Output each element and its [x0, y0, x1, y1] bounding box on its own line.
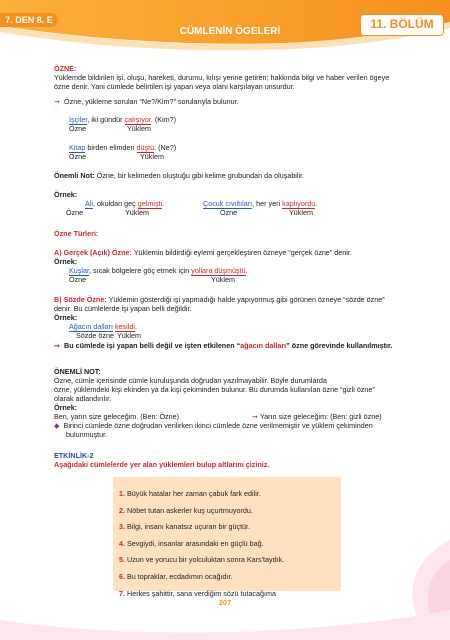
important-note-line [54, 171, 304, 180]
activity-item [119, 555, 284, 564]
note-example-a [85, 199, 164, 208]
important-note-text: Özne, bir kelimeden oluştuğu gibi kelime grubundan da oluşabilir. [94, 171, 305, 180]
type-a-label: A) Gerçek (Açık) Özne: [54, 248, 132, 257]
important-ornek: Örnek: [54, 403, 78, 412]
type-b-label: B) Sözde Özne: [54, 295, 107, 304]
important-example-left: Ben, yarın size geleceğim. (Ben: Özne) [54, 412, 180, 421]
important-bullet-line-1: Birinci cümlede özne doğrudan verilirken ikinci cümlede özne verilmemiştir ve yüklem çekiminden [63, 421, 373, 430]
type-a-line [54, 248, 352, 257]
type-b-example-verb: kesildi [114, 322, 135, 331]
type-b-arrow-highlight: ağacın dalları [240, 341, 287, 350]
type-a-text: Yüklemin bildirdiği eylemi gerçekleştiren özneye “gerçek özne” denir. [131, 248, 352, 257]
activity-item-text: Herkes şahittir, sana verdiğim sözü tutacağıma [127, 589, 277, 598]
type-a-label-verb: Yüklem [211, 275, 235, 284]
example-1-subject: İşçiler [69, 115, 88, 124]
activity-item-number: 3. [119, 522, 125, 531]
example-2-subject: Kitap [69, 143, 86, 152]
important-example-right-text: Yarın size geleceğim: (Ben: gizli özne) [259, 412, 382, 421]
arrow-icon: ➞ [54, 97, 61, 106]
activity-item [119, 506, 253, 515]
example-2-label-verb: Yüklem [140, 152, 164, 161]
activity-title: ETKİNLİK-2 [54, 451, 94, 460]
note-ornek-label: Örnek: [54, 190, 78, 199]
note-example-b-end: . [315, 199, 318, 208]
important-heading: ÖNEMLİ NOT: [54, 367, 101, 376]
type-a-example-subject: Kuşlar [69, 266, 89, 275]
diamond-icon: ◆ [54, 421, 60, 430]
type-a-example-mid: , sıcak bölgelere göç etmek için [88, 266, 192, 275]
activity-instruction: Aşağıdaki cümlelerde yer alan yüklemleri bulup altlarını çiziniz. [54, 460, 270, 469]
type-a-example-end: . [245, 266, 248, 275]
example-2-mid: birden elimden [85, 143, 137, 152]
activity-item [119, 489, 261, 498]
example-1-mid: , iki gündür [87, 115, 125, 124]
activity-item-text: Uzun ve yorucu bir yolculuktan sonra Kars'taydık. [127, 555, 285, 564]
example-1-label-verb: Yüklem [127, 124, 151, 133]
important-line-1: Özne, cümle içerisinde cümle kuruluşunda doğrudan yazılmayabilir. Böyle durumlarda [54, 376, 327, 385]
activity-item [119, 589, 276, 598]
type-b-example [69, 322, 137, 331]
note-example-a-subject: Ali [85, 199, 93, 208]
note-example-b [203, 199, 317, 208]
grade-badge-text: 7. DEN 8. E [5, 15, 53, 25]
ozne-question-rule-text: Özne, yükleme sorulan “Ne?/Kim?” sorularıyla bulunur. [64, 97, 239, 106]
example-1-verb: çalışıyor [124, 115, 151, 124]
note-b-label-subject: Özne [220, 208, 238, 217]
activity-item-text: Büyük hatalar her zaman çabuk fark edilir. [127, 489, 261, 498]
type-b-line-2: denir. Bu cümlelerde işi yapan belli değildir. [54, 304, 192, 313]
chapter-badge-text: 11. BÖLÜM [370, 17, 434, 31]
activity-item-text: Sevgiydi, insanlar arasındaki en güçlü bağ. [127, 539, 264, 548]
activity-item-number: 4. [119, 539, 125, 548]
activity-item-number: 1. [119, 489, 125, 498]
example-2-question: . (Ne?) [154, 143, 177, 152]
note-example-b-subject: Çocuk cıvıltıları [203, 199, 253, 208]
activity-item-number: 5. [119, 555, 125, 564]
page-title: CÜMLENİN ÖGELERİ [179, 26, 281, 37]
activity-item-text: Bu topraklar, ecdadımın ocağıdır. [127, 572, 233, 581]
note-example-b-verb: kaplıyordu [282, 199, 316, 208]
activity-item-number: 7. [119, 589, 125, 598]
arrow-icon: ➞ [54, 341, 61, 350]
type-a-label-subject: Özne [69, 275, 87, 284]
chapter-badge [360, 14, 444, 36]
activity-item-number: 6. [119, 572, 125, 581]
types-heading: Özne Türleri: [54, 229, 99, 238]
ozne-question-rule [54, 97, 239, 106]
important-example-right [252, 412, 382, 421]
type-b-arrow-post: ” özne görevinde kullanılmıştır. [286, 341, 393, 350]
example-2-verb: düştü [136, 143, 155, 152]
activity-item [119, 572, 232, 581]
activity-item [119, 539, 264, 548]
example-2-sentence [69, 143, 176, 152]
type-b-line-1 [54, 295, 385, 304]
type-b-ornek: Örnek: [54, 313, 78, 322]
note-a-label-verb: Yüklem [125, 208, 149, 217]
note-example-a-mid: , okuldan geç [93, 199, 138, 208]
activity-item-text: Nöbet tutan askerler kuş uçurtmuyordu. [127, 506, 253, 515]
type-b-example-subject: Ağacın dalları [69, 322, 113, 331]
activity-item-number: 2. [119, 506, 125, 515]
note-example-a-verb: gelmişti [137, 199, 163, 208]
example-1-question: . (Kim?) [150, 115, 177, 124]
arrow-icon: ➞ [252, 412, 259, 421]
type-b-text-1: Yüklemin gösterdiği işi yapmadığı halde yapıyormuş gibi görünen özneye “sözde özne” [106, 295, 385, 304]
note-example-b-mid: , her yeri [252, 199, 283, 208]
type-b-example-end: . [134, 322, 137, 331]
type-a-example [69, 266, 248, 275]
note-a-label-subject: Özne [66, 208, 84, 217]
ozne-heading: ÖZNE: [54, 64, 77, 73]
example-1-label-subject: Özne [69, 124, 87, 133]
type-b-label-verb: Yüklem [117, 331, 141, 340]
note-b-label-verb: Yüklem [289, 208, 313, 217]
ozne-definition-line-1: Yüklemde bildirilen işi, oluşu, hareketi, durumu, kılışı yerine getiren; hakkında bilgi ve haber verilen ögeye [54, 73, 390, 82]
activity-item [119, 522, 250, 531]
type-b-arrow-line [54, 341, 392, 350]
ozne-definition-line-2: özne denir. Yani cümlede belirtilen işi yapan veya olanı karşılayan unsurdur. [54, 82, 295, 91]
grade-badge [0, 13, 58, 27]
example-2-label-subject: Özne [69, 152, 87, 161]
important-note-label: Önemli Not: [54, 171, 95, 180]
example-1-sentence [69, 115, 176, 124]
type-a-example-verb: yollara düşmüştü [191, 266, 246, 275]
type-b-arrow-pre: Bu cümlede işi yapan belli değil ve işten etkilenen “ [64, 341, 241, 350]
important-bullet [54, 421, 373, 430]
note-example-a-end: . [162, 199, 165, 208]
type-b-label-subject: Sözde özne [76, 331, 114, 340]
important-line-2: özne, yüklemdeki kişi ekinden ya da kişi çekiminden bulunur. Bu durumda kullanılan özne “gizli özne” [54, 385, 375, 394]
activity-item-text: Bilgi, insanı kanatsız uçuran bir güçtür. [127, 522, 251, 531]
type-a-ornek: Örnek: [54, 257, 78, 266]
important-line-3: olarak adlandırılır. [54, 394, 112, 403]
important-bullet-line-2: bulunmuştur. [66, 430, 108, 439]
page-number: 207 [218, 598, 232, 607]
